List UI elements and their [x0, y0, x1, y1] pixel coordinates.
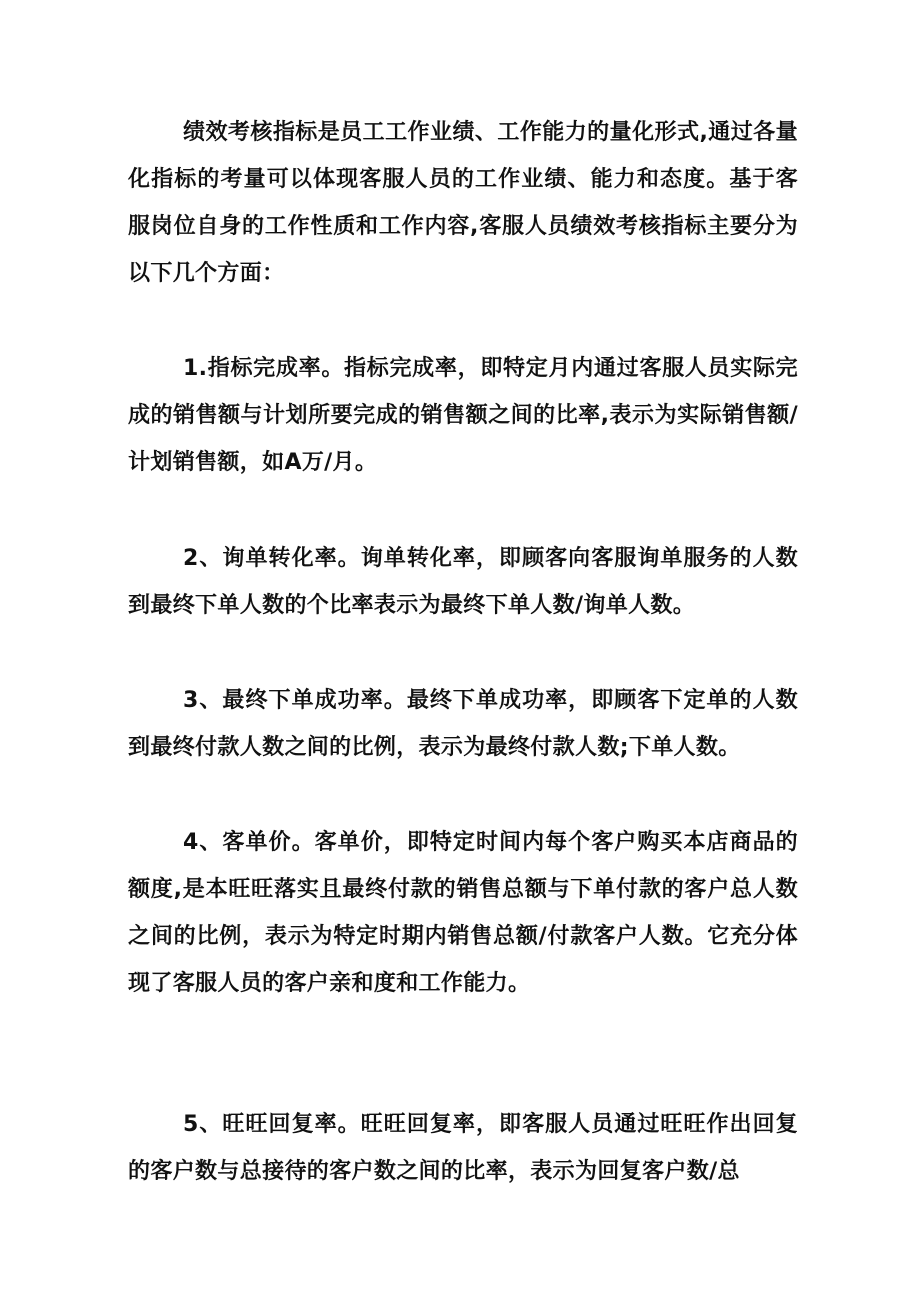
- item-paragraph-order-success-rate: 3、最终下单成功率。最终下单成功率，即顾客下定单的人数到最终付款人数之间的比例，表示为最终付款人数;下单人数。: [128, 688, 798, 760]
- item-paragraph-completion-rate: 1.指标完成率。指标完成率，即特定月内通过客服人员实际完成的销售额与计划所要完成的销售额之间的比率,表示为实际销售额/计划销售额，如A万/月。: [128, 356, 798, 475]
- intro-paragraph: 绩效考核指标是员工工作业绩、工作能力的量化形式,通过各量化指标的考量可以体现客服人员的工作业绩、能力和态度。基于客服岗位自身的工作性质和工作内容,客服人员绩效考核指标主要分为以下几个方面：: [128, 120, 798, 286]
- item-paragraph-inquiry-conversion-rate: 2、询单转化率。询单转化率，即顾客向客服询单服务的人数到最终下单人数的个比率表示为最终下单人数/询单人数。: [128, 546, 798, 618]
- item-paragraph-reply-rate: 5、旺旺回复率。旺旺回复率，即客服人员通过旺旺作出回复的客户数与总接待的客户数之间的比率，表示为回复客户数/总: [128, 1112, 798, 1184]
- item-paragraph-average-order-value: 4、客单价。客单价，即特定时间内每个客户购买本店商品的额度,是本旺旺落实且最终付款的销售总额与下单付款的客户总人数之间的比例，表示为特定时期内销售总额/付款客户人数。它充分体现了客服人员的客户亲和度和工作能力。: [128, 830, 798, 996]
